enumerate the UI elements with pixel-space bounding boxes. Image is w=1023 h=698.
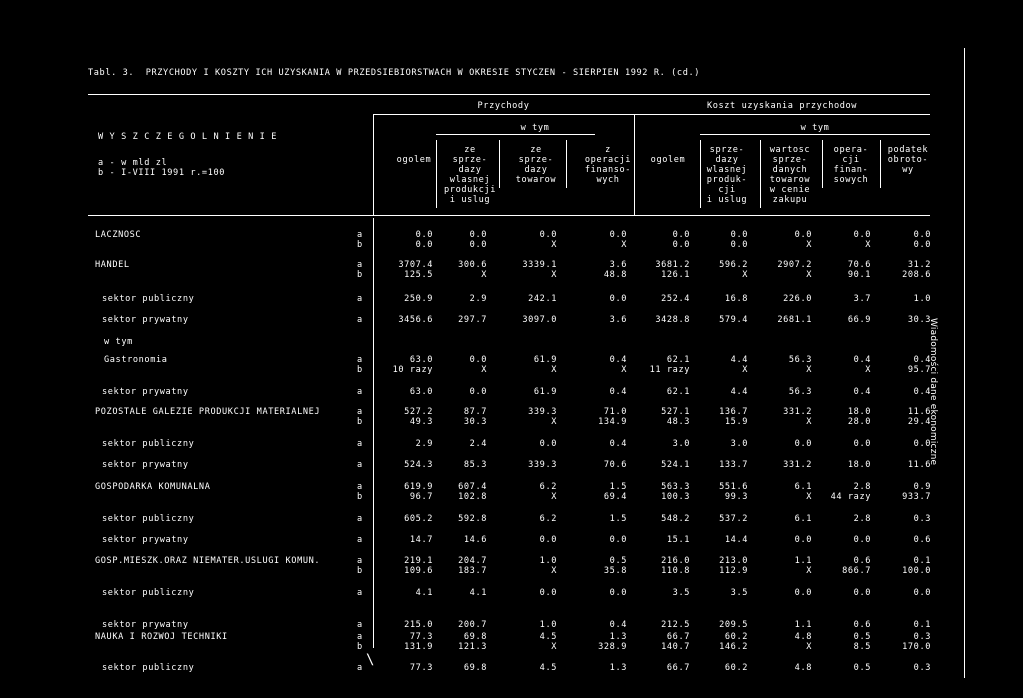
table-cell: 592.8 xyxy=(458,514,487,524)
table-cell: 0.0 xyxy=(469,387,487,397)
header-col-divider xyxy=(700,140,701,208)
table-cell: 0.0 xyxy=(609,535,627,545)
table-cell: 0.0 xyxy=(794,588,812,598)
header-col-divider xyxy=(436,140,437,208)
row-label: w tym xyxy=(104,337,133,347)
table-cell: X xyxy=(551,566,557,576)
table-cell: 527.1 xyxy=(661,407,690,417)
table-cell: 14.4 xyxy=(724,535,748,545)
table-cell: 8.5 xyxy=(853,642,871,652)
subgroup-wtym-przychody: w tym xyxy=(520,123,550,133)
table-cell: 252.4 xyxy=(661,294,690,304)
table-cell: 3707.4 xyxy=(398,260,433,270)
table-cell: 0.0 xyxy=(539,588,557,598)
table-cell: 2.8 xyxy=(853,514,871,524)
table-cell: 6.1 xyxy=(794,514,812,524)
table-cell: 125.5 xyxy=(404,270,433,280)
table-cell: 14.7 xyxy=(409,535,433,545)
table-cell: 66.7 xyxy=(666,663,690,673)
table-cell: 0.0 xyxy=(672,240,690,250)
table-cell: X xyxy=(742,365,748,375)
table-cell: 44 razy xyxy=(830,492,871,502)
table-cell: 0.9 xyxy=(913,482,931,492)
table-cell: 3.6 xyxy=(609,315,627,325)
table-cell: 4.1 xyxy=(469,588,487,598)
table-cell: 146.2 xyxy=(719,642,748,652)
table-cell: 134.9 xyxy=(598,417,627,427)
table-cell: 933.7 xyxy=(902,492,931,502)
table-cell: 563.3 xyxy=(661,482,690,492)
table-cell: 226.0 xyxy=(783,294,812,304)
header-bottom-rule xyxy=(88,215,930,216)
table-cell: 4.8 xyxy=(794,663,812,673)
row-label: Gastronomia xyxy=(104,355,168,365)
table-cell: 3.5 xyxy=(672,588,690,598)
row-label: POZOSTALE GALEZIE PRODUKCJI MATERIALNEJ xyxy=(95,407,321,417)
row-type-marker: a xyxy=(357,556,363,566)
table-cell: 331.2 xyxy=(783,460,812,470)
table-cell: 0.0 xyxy=(672,230,690,240)
table-cell: X xyxy=(865,365,871,375)
table-cell: 300.6 xyxy=(458,260,487,270)
row-label: sektor prywatny xyxy=(102,460,189,470)
row-type-marker: a xyxy=(357,294,363,304)
table-cell: X xyxy=(551,642,557,652)
header-col-divider xyxy=(822,140,823,188)
side-note: Wiadomości dane ekonomiczne xyxy=(928,318,938,466)
row-type-marker: b xyxy=(357,240,363,250)
table-cell: 56.3 xyxy=(788,355,812,365)
column-header-7: wartosc sprze- danych towarow w cenie zakupu xyxy=(769,145,811,205)
table-cell: 63.0 xyxy=(409,387,433,397)
table-cell: 121.3 xyxy=(458,642,487,652)
table-cell: 1.5 xyxy=(609,482,627,492)
table-cell: X xyxy=(865,240,871,250)
table-cell: 0.0 xyxy=(853,535,871,545)
table-cell: 1.1 xyxy=(794,620,812,630)
table-cell: X xyxy=(551,492,557,502)
column-header-8: opera- cji finan- sowych xyxy=(833,145,869,185)
table-cell: 866.7 xyxy=(842,566,871,576)
table-cell: 70.6 xyxy=(847,260,871,270)
table-cell: 219.1 xyxy=(404,556,433,566)
table-cell: X xyxy=(551,365,557,375)
table-cell: 1.0 xyxy=(539,556,557,566)
table-cell: 0.4 xyxy=(609,387,627,397)
row-type-marker: b xyxy=(357,417,363,427)
group-przychody: Przychody xyxy=(477,101,530,111)
table-cell: 331.2 xyxy=(783,407,812,417)
table-cell: 0.0 xyxy=(609,588,627,598)
table-cell: 3428.8 xyxy=(655,315,690,325)
header-col-divider xyxy=(760,140,761,208)
table-cell: 56.3 xyxy=(788,387,812,397)
table-cell: 579.4 xyxy=(719,315,748,325)
table-cell: 3.6 xyxy=(609,260,627,270)
table-cell: 6.1 xyxy=(794,482,812,492)
table-cell: 1.5 xyxy=(609,514,627,524)
table-cell: 1.0 xyxy=(913,294,931,304)
table-cell: X xyxy=(481,270,487,280)
table-cell: 77.3 xyxy=(409,663,433,673)
table-cell: 242.1 xyxy=(528,294,557,304)
table-cell: 60.2 xyxy=(724,632,748,642)
table-cell: 548.2 xyxy=(661,514,690,524)
table-cell: 183.7 xyxy=(458,566,487,576)
table-cell: 0.0 xyxy=(794,230,812,240)
table-cell: X xyxy=(806,417,812,427)
table-cell: 527.2 xyxy=(404,407,433,417)
table-cell: 339.3 xyxy=(528,460,557,470)
table-cell: 18.0 xyxy=(847,460,871,470)
header-col-divider xyxy=(499,140,500,188)
table-cell: 0.3 xyxy=(913,632,931,642)
table-cell: 95.7 xyxy=(907,365,931,375)
table-cell: 619.9 xyxy=(404,482,433,492)
column-header-2: ze sprze- dazy wlasnej produkcji i uslug xyxy=(444,145,496,205)
table-cell: 0.4 xyxy=(609,439,627,449)
table-cell: X xyxy=(806,240,812,250)
table-cell: 70.6 xyxy=(603,460,627,470)
table-cell: 0.0 xyxy=(415,240,433,250)
table-cell: 2907.2 xyxy=(777,260,812,270)
row-type-marker: a xyxy=(357,514,363,524)
table-cell: 0.0 xyxy=(415,230,433,240)
row-type-marker: a xyxy=(357,407,363,417)
table-cell: 0.1 xyxy=(913,556,931,566)
table-cell: 1.0 xyxy=(539,620,557,630)
table-title: Tabl. 3. PRZYCHODY I KOSZTY ICH UZYSKANIA W PRZEDSIEBIORSTWACH W OKRESIE STYCZEN - SIERPIEN 1992 R. (cd.) xyxy=(88,68,701,78)
table-cell: 0.0 xyxy=(853,230,871,240)
table-cell: 0.3 xyxy=(913,663,931,673)
table-cell: 11.6 xyxy=(907,460,931,470)
table-cell: 30.3 xyxy=(907,315,931,325)
table-cell: 61.9 xyxy=(533,387,557,397)
table-cell: 10 razy xyxy=(392,365,433,375)
row-label: NAUKA I ROZWOJ TECHNIKI xyxy=(95,632,228,642)
column-header-5: ogolem xyxy=(650,155,686,165)
table-cell: 0.6 xyxy=(853,620,871,630)
table-cell: 1.3 xyxy=(609,663,627,673)
table-cell: X xyxy=(621,365,627,375)
table-cell: 48.8 xyxy=(603,270,627,280)
table-cell: 66.7 xyxy=(666,632,690,642)
table-cell: 69.8 xyxy=(463,632,487,642)
table-cell: 0.0 xyxy=(539,439,557,449)
table-cell: 0.0 xyxy=(730,240,748,250)
table-cell: 102.8 xyxy=(458,492,487,502)
table-cell: 0.0 xyxy=(853,439,871,449)
row-label: sektor publiczny xyxy=(102,439,195,449)
table-cell: 96.7 xyxy=(409,492,433,502)
row-label: sektor publiczny xyxy=(102,663,195,673)
row-label: GOSPODARKA KOMUNALNA xyxy=(95,482,211,492)
table-cell: 14.6 xyxy=(463,535,487,545)
table-cell: 61.9 xyxy=(533,355,557,365)
column-header-3: ze sprze- dazy towarow xyxy=(515,145,557,185)
header-col-divider xyxy=(634,115,635,215)
table-cell: 2.8 xyxy=(853,482,871,492)
table-cell: X xyxy=(621,240,627,250)
row-type-marker: a xyxy=(357,632,363,642)
table-cell: 4.8 xyxy=(794,632,812,642)
table-cell: X xyxy=(551,240,557,250)
row-label: HANDEL xyxy=(95,260,130,270)
table-cell: 100.0 xyxy=(902,566,931,576)
table-cell: 0.4 xyxy=(853,355,871,365)
row-type-marker: a xyxy=(357,355,363,365)
table-cell: X xyxy=(806,642,812,652)
table-cell: 77.3 xyxy=(409,632,433,642)
table-cell: 85.3 xyxy=(463,460,487,470)
table-cell: 250.9 xyxy=(404,294,433,304)
subgroup-rule-przychody xyxy=(436,134,595,135)
table-cell: 2.4 xyxy=(469,439,487,449)
table-cell: 0.5 xyxy=(853,663,871,673)
table-cell: 0.3 xyxy=(913,514,931,524)
table-cell: 1.3 xyxy=(609,632,627,642)
table-cell: 16.8 xyxy=(724,294,748,304)
table-cell: 0.0 xyxy=(794,535,812,545)
table-cell: 0.5 xyxy=(853,632,871,642)
table-cell: 3456.6 xyxy=(398,315,433,325)
table-cell: 0.5 xyxy=(609,556,627,566)
table-cell: 100.3 xyxy=(661,492,690,502)
table-cell: 0.0 xyxy=(539,230,557,240)
stub-unit-a: a - w mld zl xyxy=(98,158,168,168)
row-type-marker: a xyxy=(357,230,363,240)
table-cell: 99.3 xyxy=(724,492,748,502)
table-cell: 28.0 xyxy=(847,417,871,427)
table-cell: 71.0 xyxy=(603,407,627,417)
row-type-marker: b xyxy=(357,270,363,280)
row-type-marker: a xyxy=(357,620,363,630)
row-type-marker: a xyxy=(357,663,363,673)
row-label: LACZNOSC xyxy=(95,230,142,240)
subgroup-rule-koszt xyxy=(700,134,930,135)
table-cell: 0.0 xyxy=(469,230,487,240)
table-cell: 0.0 xyxy=(913,439,931,449)
row-type-marker: b xyxy=(357,365,363,375)
table-cell: 170.0 xyxy=(902,642,931,652)
table-cell: 3097.0 xyxy=(522,315,557,325)
table-cell: 112.9 xyxy=(719,566,748,576)
table-cell: 607.4 xyxy=(458,482,487,492)
table-cell: 0.0 xyxy=(539,535,557,545)
table-cell: 140.7 xyxy=(661,642,690,652)
table-cell: 18.0 xyxy=(847,407,871,417)
table-cell: 204.7 xyxy=(458,556,487,566)
table-cell: 2.9 xyxy=(469,294,487,304)
table-cell: 0.0 xyxy=(853,588,871,598)
table-cell: 297.7 xyxy=(458,315,487,325)
table-cell: X xyxy=(551,417,557,427)
table-cell: 524.3 xyxy=(404,460,433,470)
table-cell: 15.9 xyxy=(724,417,748,427)
table-cell: 328.9 xyxy=(598,642,627,652)
table-cell: 0.4 xyxy=(853,387,871,397)
table-cell: 3339.1 xyxy=(522,260,557,270)
row-type-marker: a xyxy=(357,460,363,470)
header-col-divider xyxy=(880,140,881,188)
table-cell: 551.6 xyxy=(719,482,748,492)
table-cell: 4.1 xyxy=(415,588,433,598)
right-margin-line xyxy=(964,48,965,678)
table-cell: 3681.2 xyxy=(655,260,690,270)
table-cell: 4.5 xyxy=(539,632,557,642)
table-cell: 216.0 xyxy=(661,556,690,566)
row-type-marker: b xyxy=(357,492,363,502)
table-cell: 213.0 xyxy=(719,556,748,566)
row-type-marker: a xyxy=(357,260,363,270)
table-cell: 49.3 xyxy=(409,417,433,427)
table-cell: 109.6 xyxy=(404,566,433,576)
table-cell: 31.2 xyxy=(907,260,931,270)
column-header-9: podatek obroto- wy xyxy=(887,145,929,175)
table-cell: 4.4 xyxy=(730,387,748,397)
row-type-marker: a xyxy=(357,315,363,325)
row-label: GOSP.MIESZK.ORAZ NIEMATER.USLUGI KOMUN. xyxy=(95,556,321,566)
table-cell: 90.1 xyxy=(847,270,871,280)
table-cell: X xyxy=(806,270,812,280)
table-cell: 29.4 xyxy=(907,417,931,427)
table-cell: 69.8 xyxy=(463,663,487,673)
table-cell: 596.2 xyxy=(719,260,748,270)
table-cell: X xyxy=(806,365,812,375)
column-header-6: sprze- dazy wlasnej produk- cji i uslug xyxy=(706,145,748,205)
table-cell: 1.1 xyxy=(794,556,812,566)
table-cell: 0.0 xyxy=(913,588,931,598)
row-type-marker: a xyxy=(357,482,363,492)
table-cell: 4.5 xyxy=(539,663,557,673)
row-label: sektor prywatny xyxy=(102,535,189,545)
table-cell: 6.2 xyxy=(539,514,557,524)
table-cell: 133.7 xyxy=(719,460,748,470)
table-cell: X xyxy=(481,365,487,375)
table-cell: 131.9 xyxy=(404,642,433,652)
table-cell: 11 razy xyxy=(649,365,690,375)
row-type-marker: b xyxy=(357,566,363,576)
row-label: sektor publiczny xyxy=(102,588,195,598)
table-cell: 0.0 xyxy=(469,355,487,365)
table-cell: 0.0 xyxy=(609,294,627,304)
table-cell: 126.1 xyxy=(661,270,690,280)
table-cell: 209.5 xyxy=(719,620,748,630)
table-cell: 0.6 xyxy=(853,556,871,566)
group-koszt: Koszt uzyskania przychodow xyxy=(706,101,858,111)
row-type-marker: a xyxy=(357,387,363,397)
table-cell: 2681.1 xyxy=(777,315,812,325)
column-header-1: ogolem xyxy=(396,155,432,165)
row-label: sektor prywatny xyxy=(102,620,189,630)
table-cell: 3.5 xyxy=(730,588,748,598)
table-cell: 0.0 xyxy=(794,439,812,449)
table-cell: 537.2 xyxy=(719,514,748,524)
table-cell: 215.0 xyxy=(404,620,433,630)
table-cell: 0.0 xyxy=(609,230,627,240)
table-cell: 2.9 xyxy=(415,439,433,449)
row-label: sektor publiczny xyxy=(102,514,195,524)
table-cell: 66.9 xyxy=(847,315,871,325)
stub-divider-end: \ xyxy=(366,652,376,668)
table-cell: 15.1 xyxy=(666,535,690,545)
row-type-marker: a xyxy=(357,439,363,449)
table-cell: 62.1 xyxy=(666,355,690,365)
table-cell: 110.8 xyxy=(661,566,690,576)
table-cell: 63.0 xyxy=(409,355,433,365)
row-label: sektor prywatny xyxy=(102,387,189,397)
table-cell: 0.1 xyxy=(913,620,931,630)
table-cell: 0.0 xyxy=(913,240,931,250)
subgroup-wtym-koszt: w tym xyxy=(800,123,830,133)
table-cell: X xyxy=(806,566,812,576)
table-cell: 69.4 xyxy=(603,492,627,502)
table-cell: 524.1 xyxy=(661,460,690,470)
header-col-divider xyxy=(373,115,374,215)
table-cell: 0.6 xyxy=(913,535,931,545)
table-cell: 0.0 xyxy=(469,240,487,250)
table-cell: 200.7 xyxy=(458,620,487,630)
table-cell: 136.7 xyxy=(719,407,748,417)
header-top-rule xyxy=(88,94,930,95)
table-cell: X xyxy=(806,492,812,502)
group-rule xyxy=(373,114,930,115)
table-cell: 48.3 xyxy=(666,417,690,427)
table-cell: 0.4 xyxy=(609,355,627,365)
table-cell: 208.6 xyxy=(902,270,931,280)
stub-title: W Y S Z C Z E G O L N I E N I E xyxy=(98,132,277,142)
table-cell: 62.1 xyxy=(666,387,690,397)
table-cell: 35.8 xyxy=(603,566,627,576)
table-cell: X xyxy=(742,270,748,280)
table-cell: 3.0 xyxy=(730,439,748,449)
column-header-4: z operacji finanso- wych xyxy=(584,145,632,185)
row-label: sektor prywatny xyxy=(102,315,189,325)
table-cell: X xyxy=(551,270,557,280)
table-cell: 0.4 xyxy=(913,355,931,365)
row-type-marker: a xyxy=(357,588,363,598)
table-cell: 339.3 xyxy=(528,407,557,417)
row-label: sektor publiczny xyxy=(102,294,195,304)
table-cell: 3.0 xyxy=(672,439,690,449)
table-cell: 0.0 xyxy=(730,230,748,240)
table-cell: 0.4 xyxy=(609,620,627,630)
row-type-marker: a xyxy=(357,535,363,545)
header-col-divider xyxy=(566,140,567,188)
table-cell: 60.2 xyxy=(724,663,748,673)
table-cell: 4.4 xyxy=(730,355,748,365)
table-cell: 6.2 xyxy=(539,482,557,492)
table-cell: 30.3 xyxy=(463,417,487,427)
table-cell: 11.6 xyxy=(907,407,931,417)
table-cell: 605.2 xyxy=(404,514,433,524)
row-type-marker: b xyxy=(357,642,363,652)
table-cell: 0.4 xyxy=(913,387,931,397)
stub-divider xyxy=(373,218,374,648)
table-cell: 212.5 xyxy=(661,620,690,630)
table-cell: 3.7 xyxy=(853,294,871,304)
table-cell: 87.7 xyxy=(463,407,487,417)
stub-unit-b: b - I-VIII 1991 r.=100 xyxy=(98,168,226,178)
table-cell: 0.0 xyxy=(913,230,931,240)
